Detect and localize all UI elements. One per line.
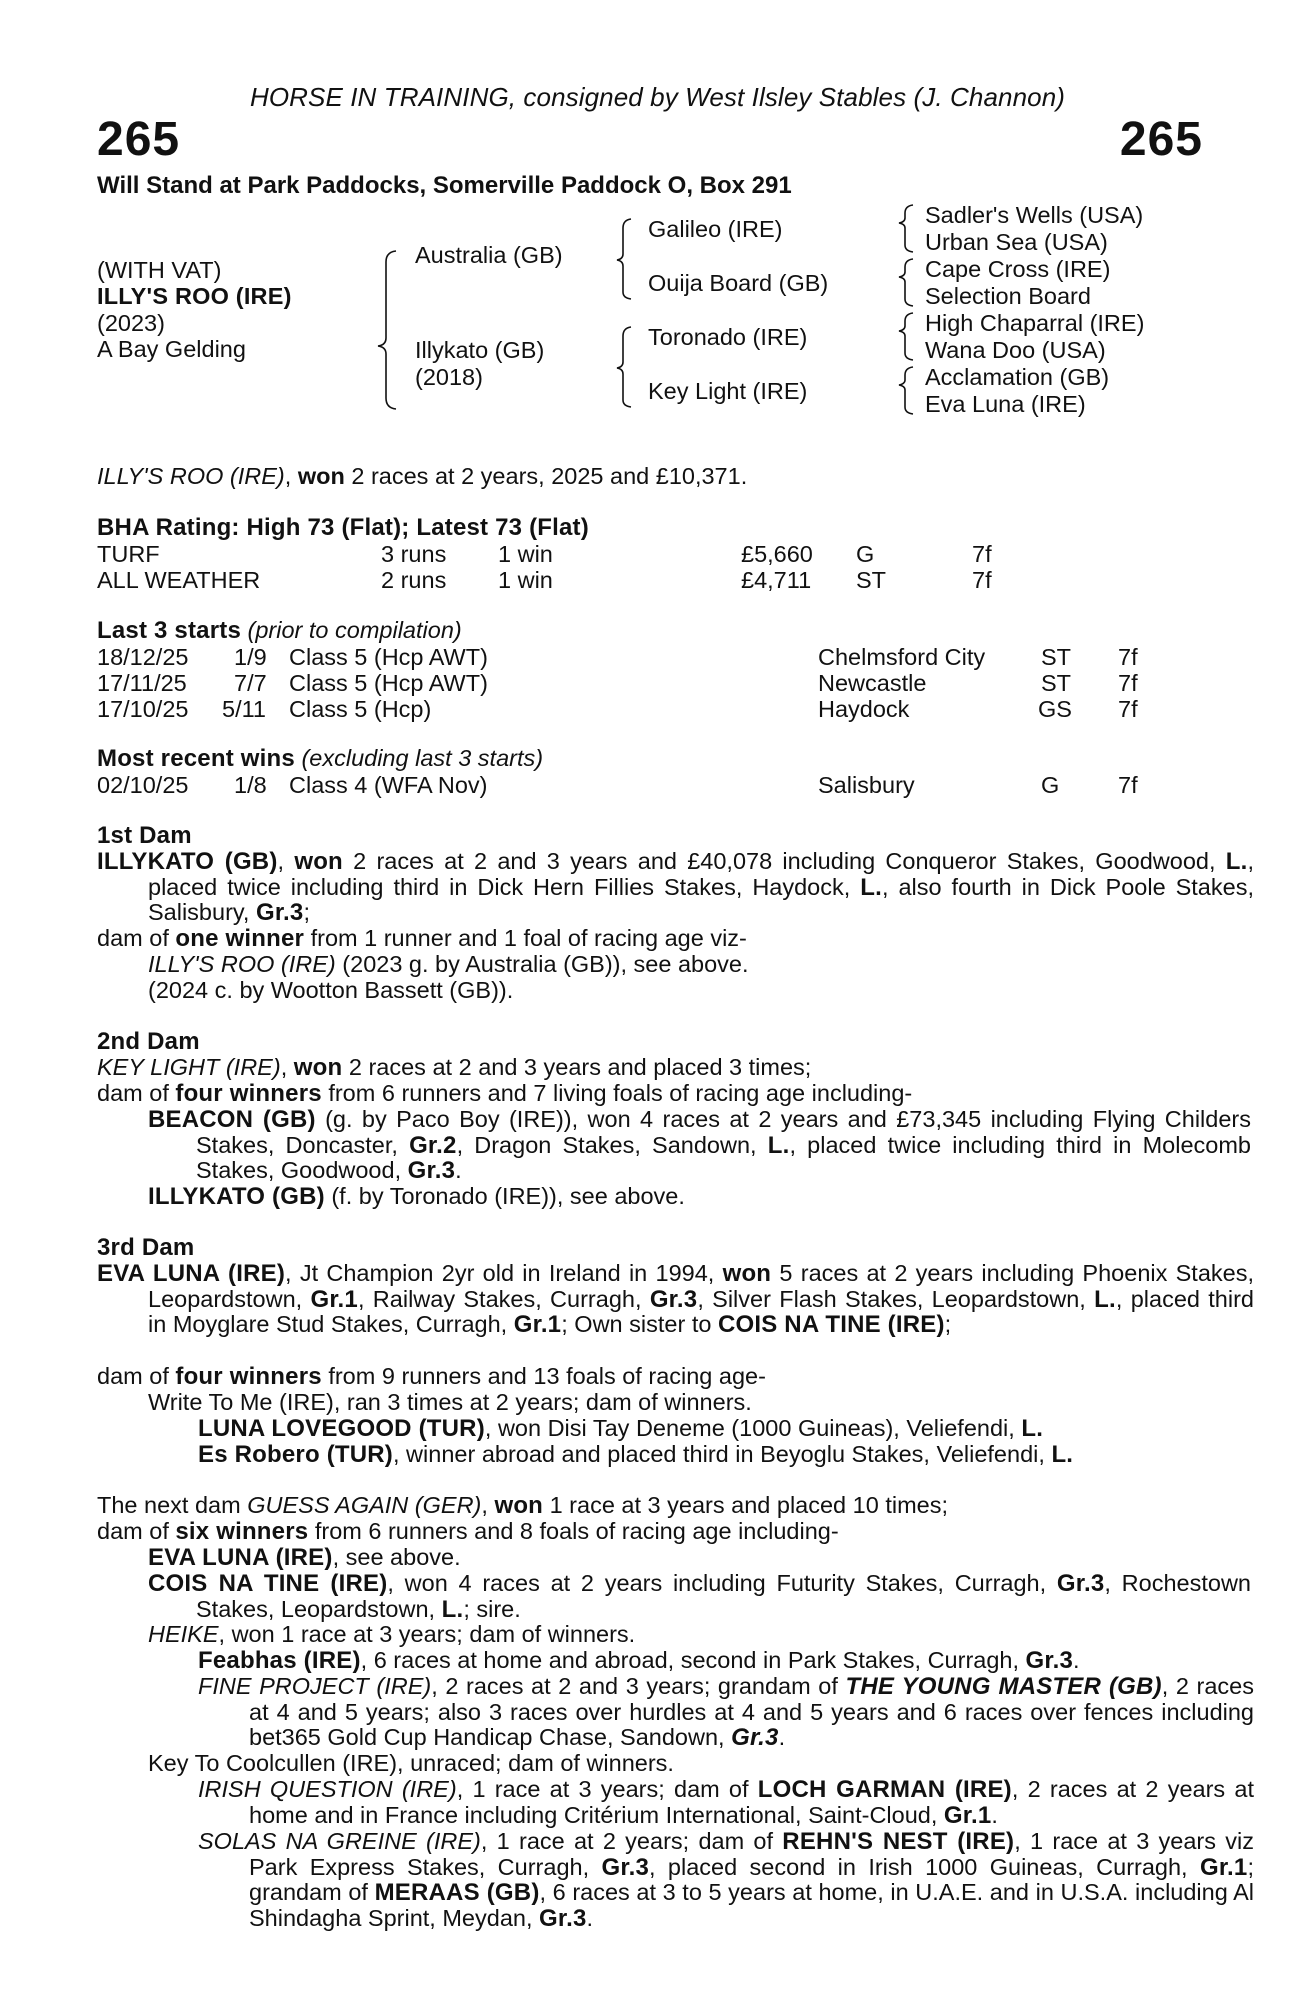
next-dam-heike: HEIKE, won 1 race at 3 years; dam of winners.	[148, 1621, 636, 1647]
win-date: 02/10/25	[97, 772, 189, 798]
dam3-dam-of: dam of four winners from 9 runners and 13 foals of racing age-	[97, 1363, 766, 1390]
win-going: G	[1041, 772, 1060, 798]
dam3-progeny-2: LUNA LOVEGOOD (TUR), won Disi Tay Deneme (1000 Guineas), Veliefendi, L.	[198, 1415, 1044, 1442]
next-dam-solas: SOLAS NA GREINE (IRE), 1 race at 2 years; dam of REHN'S NEST (IRE), 1 race at 3 years viz Park Express Stakes, Curragh, Gr.3, placed second in Irish 1000 Guineas, Curragh, Gr.1; grandam of MERAAS (GB), 6 races at 3 to 5 years at home, in U.A.E. and in U.S.A. including Al Shindagha Sprint, Meydan, Gr.3.	[198, 1828, 1254, 1933]
start-distance: 7f	[1118, 670, 1138, 696]
pedigree-g1: Sadler's Wells (USA)	[925, 202, 1144, 228]
dam1-progeny-1: ILLY'S ROO (IRE) (2023 g. by Australia (GB)), see above.	[148, 951, 749, 977]
start-class: Class 5 (Hcp)	[289, 696, 432, 722]
next-dam-dam-of: dam of six winners from 6 runners and 8 foals of racing age including-	[97, 1518, 839, 1545]
horse-vat: (WITH VAT)	[97, 257, 222, 283]
next-dam-irish-question: IRISH QUESTION (IRE), 1 race at 3 years; dam of LOCH GARMAN (IRE), 2 races at 2 years at home and in France including Critérium International, Saint-Cloud, Gr.1.	[198, 1776, 1255, 1829]
horse-year: (2023)	[97, 310, 165, 336]
last-starts-heading: Last 3 starts (prior to compilation)	[97, 617, 462, 644]
win-position: 1/8	[234, 772, 267, 798]
pedigree-dam: Illykato (GB)	[415, 337, 545, 363]
start-class: Class 5 (Hcp AWT)	[289, 670, 488, 696]
pedigree-sire-sire: Galileo (IRE)	[648, 216, 783, 242]
start-going: ST	[1041, 670, 1072, 696]
start-date: 17/10/25	[97, 696, 189, 722]
rating-runs-aw: 2 runs	[381, 567, 447, 593]
summary-text: 2 races at 2 years, 2025 and £10,371.	[344, 463, 748, 489]
start-going: GS	[1038, 696, 1072, 722]
next-dam-eva: EVA LUNA (IRE), see above.	[148, 1544, 461, 1571]
pedigree-sire: Australia (GB)	[415, 242, 563, 268]
horse-description: A Bay Gelding	[97, 336, 246, 362]
pedigree-g3: Cape Cross (IRE)	[925, 256, 1111, 282]
start-position: 5/11	[222, 696, 266, 722]
rating-runs-turf: 3 runs	[381, 541, 447, 567]
next-dam-cois: COIS NA TINE (IRE), won 4 races at 2 years including Futurity Stakes, Curragh, Gr.3, Rochestown Stakes, Leopardstown, L.; sire.	[148, 1570, 1251, 1623]
dam2-beacon: BEACON (GB) (g. by Paco Boy (IRE)), won 4 races at 2 years and £73,345 including Flying Childers Stakes, Doncaster, Gr.2, Dragon Stakes, Sandown, L., placed twice including third in Molecomb Stakes, Goodwood, Gr.3.	[148, 1106, 1251, 1185]
start-course: Chelmsford City	[818, 644, 986, 670]
start-date: 17/11/25	[97, 670, 187, 696]
rating-wins-aw: 1 win	[498, 567, 553, 593]
pedigree-g6: Wana Doo (USA)	[925, 337, 1106, 363]
start-class: Class 5 (Hcp AWT)	[289, 644, 488, 670]
pedigree-g2: Urban Sea (USA)	[925, 229, 1108, 255]
summary-horse-name: ILLY'S ROO (IRE)	[97, 463, 285, 489]
page-header: HORSE IN TRAINING, consigned by West Ilsley Stables (J. Channon)	[249, 82, 1066, 112]
summary-won: won	[297, 463, 345, 489]
win-distance: 7f	[1118, 772, 1138, 798]
dam3-heading: 3rd Dam	[97, 1234, 195, 1261]
dam2-illykato: ILLYKATO (GB) (f. by Toronado (IRE)), see above.	[148, 1183, 685, 1210]
rating-prize-aw: £4,711	[741, 567, 812, 593]
pedigree-brackets	[0, 0, 1315, 440]
next-dam-fine-project: FINE PROJECT (IRE), 2 races at 2 and 3 years; grandam of THE YOUNG MASTER (GB), 2 races at 4 and 5 years; also 3 races over hurdles at 4 and 5 years and 6 races over fences including bet365 Gold Cup Handicap Chase, Sandown, Gr.3.	[198, 1673, 1254, 1752]
next-dam-key: Key To Coolcullen (IRE), unraced; dam of winners.	[148, 1750, 674, 1776]
pedigree-g7: Acclamation (GB)	[925, 364, 1110, 390]
pedigree-dam-sire: Toronado (IRE)	[648, 324, 808, 350]
dam3-progeny-1: Write To Me (IRE), ran 3 times at 2 years; dam of winners.	[148, 1389, 752, 1415]
rating-wins-turf: 1 win	[498, 541, 553, 567]
start-position: 7/7	[234, 670, 267, 696]
win-course: Salisbury	[818, 772, 915, 798]
rating-prize-turf: £5,660	[741, 541, 813, 567]
start-position: 1/9	[234, 644, 267, 670]
rating-surface-turf: TURF	[97, 541, 160, 567]
pedigree-dam-year: (2018)	[415, 364, 483, 390]
dam1-paragraph: ILLYKATO (GB), won 2 races at 2 and 3 years and £40,078 including Conqueror Stakes, Goodwood, L., placed twice including third in Dick Hern Fillies Stakes, Haydock, L., also fourth in Dick Poole Stakes, Salisbury, Gr.3;	[97, 848, 1255, 927]
pedigree-g5: High Chaparral (IRE)	[925, 310, 1145, 336]
start-distance: 7f	[1118, 644, 1138, 670]
dam1-progeny-2: (2024 c. by Wootton Bassett (GB)).	[148, 977, 514, 1003]
dam2-record: KEY LIGHT (IRE), won 2 races at 2 and 3 years and placed 3 times;	[97, 1054, 812, 1081]
dam1-heading: 1st Dam	[97, 822, 192, 849]
dam2-heading: 2nd Dam	[97, 1028, 200, 1055]
start-distance: 7f	[1118, 696, 1138, 722]
pedigree-dam-dam: Key Light (IRE)	[648, 378, 808, 404]
win-class: Class 4 (WFA Nov)	[289, 772, 488, 798]
dam2-dam-of: dam of four winners from 6 runners and 7 living foals of racing age including-	[97, 1080, 913, 1107]
recent-wins-heading: Most recent wins (excluding last 3 starts)	[97, 745, 544, 772]
dam1-dam-of: dam of one winner from 1 runner and 1 foal of racing age viz-	[97, 925, 747, 952]
dam3-paragraph: EVA LUNA (IRE), Jt Champion 2yr old in Ireland in 1994, won 5 races at 2 years including Phoenix Stakes, Leopardstown, Gr.1, Railway Stakes, Curragh, Gr.3, Silver Flash Stakes, Leopardstown, L., placed third in Moyglare Stud Stakes, Curragh, Gr.1; Own sister to COIS NA TINE (IRE);	[97, 1260, 1254, 1339]
rating-going-aw: ST	[856, 567, 887, 593]
pedigree-sire-dam: Ouija Board (GB)	[648, 270, 829, 296]
pedigree-g4: Selection Board	[925, 283, 1091, 309]
start-course: Newcastle	[818, 670, 927, 696]
next-dam-record: The next dam GUESS AGAIN (GER), won 1 race at 3 years and placed 10 times;	[97, 1492, 948, 1519]
bha-rating-heading: BHA Rating: High 73 (Flat); Latest 73 (Flat)	[97, 514, 589, 541]
pedigree-g8: Eva Luna (IRE)	[925, 391, 1086, 417]
lot-number-right: 265	[1119, 113, 1203, 166]
start-date: 18/12/25	[97, 644, 189, 670]
horse-name: ILLY'S ROO (IRE)	[97, 283, 292, 309]
start-going: ST	[1041, 644, 1072, 670]
rating-dist-turf: 7f	[972, 541, 992, 567]
rating-dist-aw: 7f	[972, 567, 992, 593]
dam3-progeny-3: Es Robero (TUR), winner abroad and placed third in Beyoglu Stakes, Veliefendi, L.	[198, 1441, 1074, 1468]
race-summary: ILLY'S ROO (IRE), won 2 races at 2 years, 2025 and £10,371.	[97, 463, 748, 489]
lot-number-left: 265	[97, 113, 181, 166]
rating-surface-aw: ALL WEATHER	[97, 567, 261, 593]
rating-going-turf: G	[856, 541, 875, 567]
stand-location: Will Stand at Park Paddocks, Somerville Paddock O, Box 291	[97, 172, 792, 199]
next-dam-feabhas: Feabhas (IRE), 6 races at home and abroad, second in Park Stakes, Curragh, Gr.3.	[198, 1647, 1080, 1674]
start-course: Haydock	[818, 696, 910, 722]
